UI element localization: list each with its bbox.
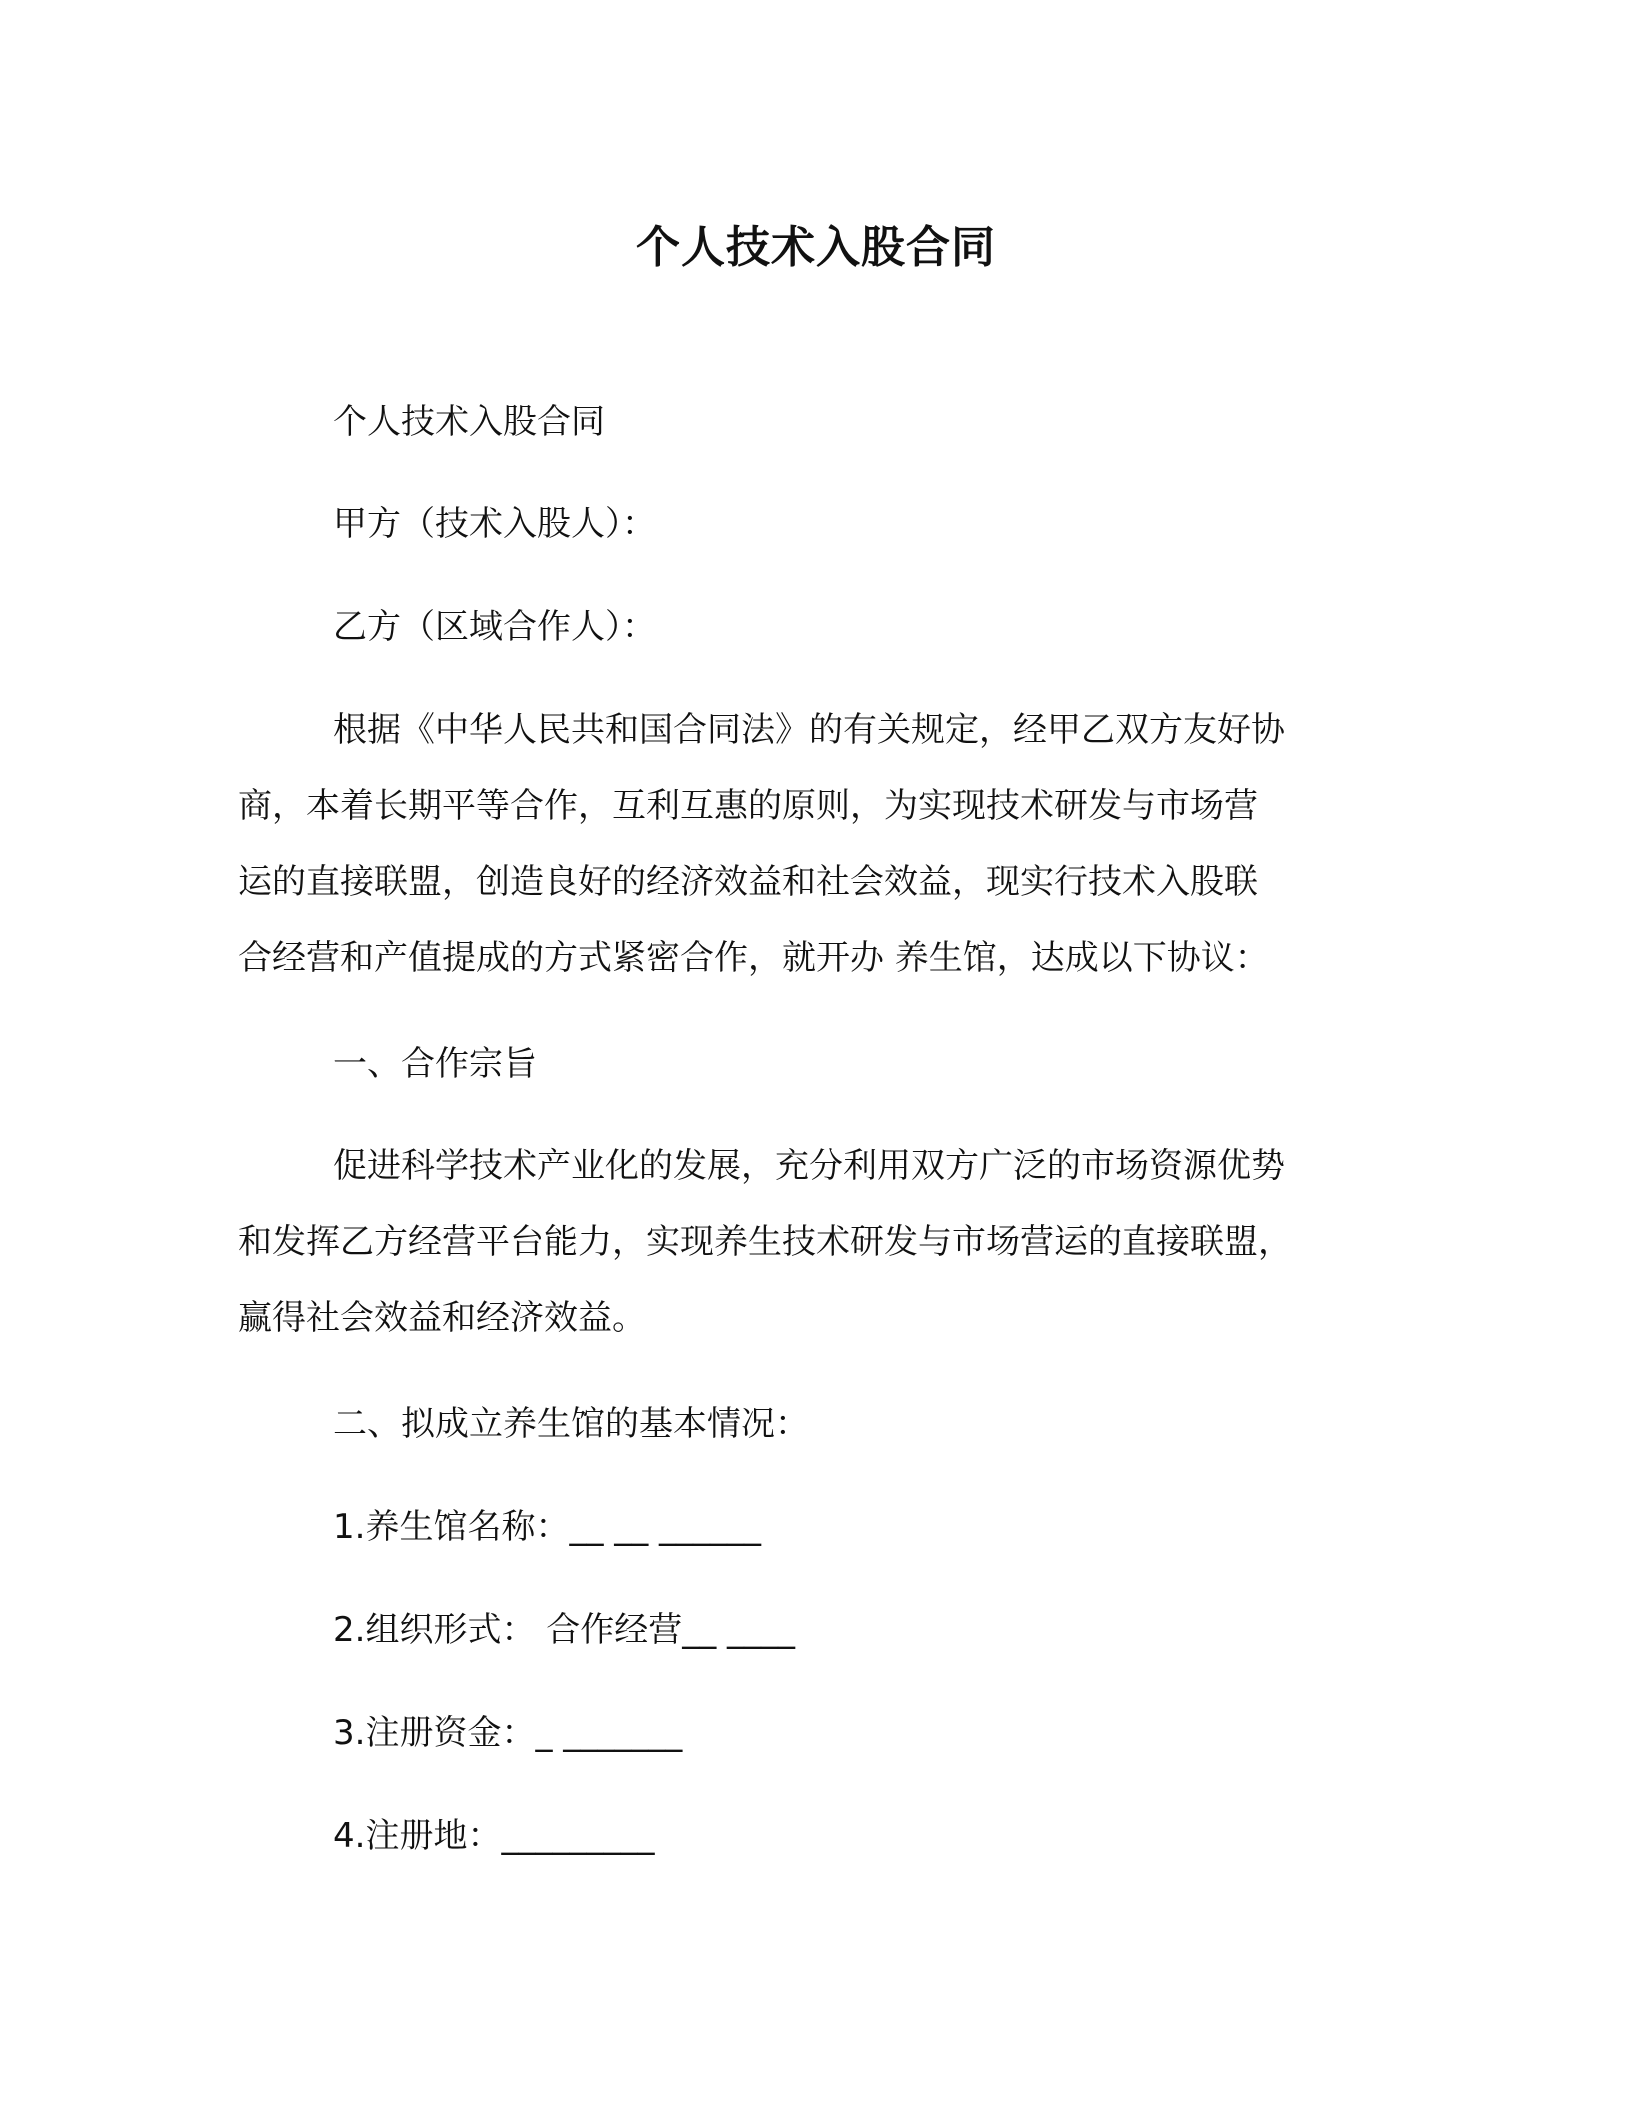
section1-line-1: 促进科学技术产业化的发展，充分利用双方广泛的市场资源优势 [333,1146,1285,1186]
item-location: 4.注册地：_________ [333,1816,655,1856]
party-b-label: 乙方（区域合作人）： [333,607,656,647]
section1-line-2: 和发挥乙方经营平台能力，实现养生技术研发与市场营运的直接联盟， [238,1222,1292,1262]
item-org-form: 2.组织形式： 合作经营__ ____ [333,1610,796,1650]
party-a-label: 甲方（技术入股人）： [333,504,656,544]
item-name: 1.养生馆名称：__ __ ______ [333,1507,762,1547]
document-title: 个人技术入股合同 [636,222,996,273]
preamble-line-4: 合经营和产值提成的方式紧密合作，就开办 养生馆，达成以下协议： [238,938,1269,978]
item-capital: 3.注册资金：_ _______ [333,1713,683,1753]
section1-line-3: 赢得社会效益和经济效益。 [238,1298,646,1338]
section1-heading: 一、合作宗旨 [333,1044,537,1084]
preamble-line-2: 商，本着长期平等合作，互利互惠的原则，为实现技术研发与市场营 [238,786,1258,826]
contract-subtitle: 个人技术入股合同 [333,402,605,442]
section2-heading: 二、拟成立养生馆的基本情况： [333,1404,809,1444]
preamble-line-3: 运的直接联盟，创造良好的经济效益和社会效益，现实行技术入股联 [238,862,1258,902]
preamble-line-1: 根据《中华人民共和国合同法》的有关规定，经甲乙双方友好协 [333,710,1285,750]
